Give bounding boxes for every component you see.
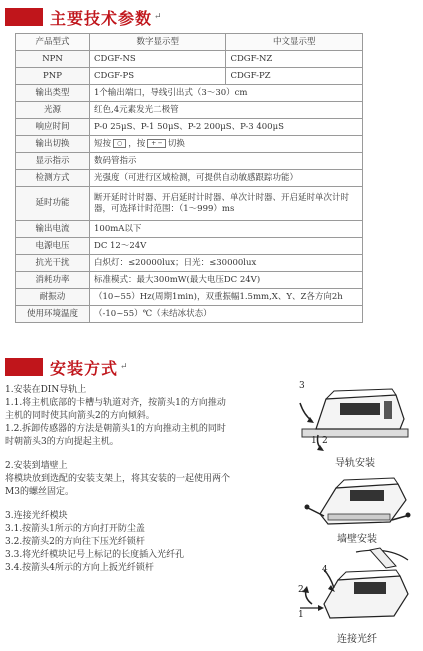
plus-minus-button-icon: + ─ — [147, 139, 166, 148]
row-label: 响应时间 — [16, 119, 90, 136]
section-header-install — [5, 356, 128, 378]
cell-value: （-10~55）℃（未结冰状态） — [90, 306, 363, 323]
row-label: 光源 — [16, 102, 90, 119]
arrow-label-2: 2 — [322, 436, 328, 446]
install-line: 1.2.拆卸传感器的方法是朝箭头1的方向推动主机的同时 — [5, 424, 226, 434]
table-row — [16, 289, 363, 306]
install-line: 2.安装到墙壁上 — [5, 461, 68, 471]
cell-value: P-0 25μS、P-1 50μS、P-2 200μS、P-3 400μS — [90, 119, 363, 136]
table-row — [16, 255, 363, 272]
switch-prefix: 短按 — [94, 138, 112, 149]
spec-table — [15, 33, 363, 323]
install-line: 主机的同时使其向箭头2的方向倾斜。 — [5, 411, 155, 421]
cell-value: DC 12～24V — [90, 238, 363, 255]
install-line: 3.3.将光纤模块记号上标记的长度插入光纤孔 — [5, 550, 185, 560]
table-row — [16, 306, 363, 323]
cell-value: 100mA以下 — [90, 221, 363, 238]
cell-value: 红色,4元素发光二极管 — [90, 102, 363, 119]
table-row — [16, 119, 363, 136]
install-line: 时朝箭头3的方向提起主机。 — [5, 437, 119, 447]
install-line: 将模块放到选配的安装支架上，将其安装的一起使用两个 — [5, 474, 231, 484]
section-title-install: 安装方式 — [50, 358, 119, 378]
row-label: 抗光干扰 — [16, 255, 90, 272]
row-label: 使用环境温度 — [16, 306, 90, 323]
fiber-connect-illustration — [296, 546, 416, 628]
table-row — [16, 153, 363, 170]
table-row — [16, 221, 363, 238]
wall-mount-illustration — [302, 470, 412, 528]
cell-value: CDGF-PS — [90, 68, 226, 85]
cell-value: CDGF-NZ — [226, 51, 363, 68]
install-line: 1.安装在DIN导轨上 — [5, 385, 87, 395]
install-instructions — [5, 384, 295, 575]
red-marker-bar — [5, 8, 43, 26]
cell-value: CDGF-NS — [90, 51, 226, 68]
install-line: 1.1.将主机底部的卡槽与轨道对齐，按箭头1的方向推动 — [5, 398, 226, 408]
cell-value: 数码管指示 — [90, 153, 363, 170]
table-row — [16, 238, 363, 255]
mode-button-icon: ○ — [113, 139, 126, 148]
row-label: 检测方式 — [16, 170, 90, 187]
install-line: 3.1.按箭头1所示的方向打开防尘盖 — [5, 524, 145, 534]
install-line: 3.4.按箭头4所示的方向上扳光纤锁杆 — [5, 563, 154, 573]
row-label: 输出类型 — [16, 85, 90, 102]
cell-value: （10~55）Hz(周期1min)，双重振幅1.5mm,X、Y、Z各方向2h — [90, 289, 363, 306]
table-row — [16, 136, 363, 153]
header-digital: 数字显示型 — [90, 34, 226, 51]
fiber-caption: 连接光纤 — [337, 634, 377, 645]
arrow-label-1: 1 — [298, 610, 304, 620]
section-title-specs: 主要技术参数 — [50, 8, 153, 28]
row-label: 电源电压 — [16, 238, 90, 255]
cell-value: CDGF-PZ — [226, 68, 363, 85]
install-line: 3.连接光纤模块 — [5, 511, 68, 521]
install-line: 3.2.按箭头2的方向往下压光纤锁杆 — [5, 537, 145, 547]
table-row — [16, 85, 363, 102]
arrow-label-1: 1 — [311, 436, 317, 446]
arrow-label-3: 3 — [299, 381, 305, 391]
switch-mid: ，按 — [128, 138, 146, 149]
table-row — [16, 272, 363, 289]
cell-value: 1个输出端口，导线引出式（3～30）cm — [90, 85, 363, 102]
row-label: 消耗功率 — [16, 272, 90, 289]
table-row — [16, 51, 363, 68]
row-label: 显示指示 — [16, 153, 90, 170]
cell-value: 光强度（可进行区域检测，可提供自动敏感跟踪功能） — [90, 170, 363, 187]
rail-caption: 导轨安装 — [335, 458, 375, 469]
install-line: M3的螺丝固定。 — [5, 487, 74, 497]
table-row — [16, 68, 363, 85]
table-row — [16, 102, 363, 119]
paragraph-mark: ↵ — [120, 362, 128, 372]
cell-value: 断开延时计时器、开启延时计时器、单次计时器、开启延时单次计时器，可选择计时范围：（1～999）ms — [90, 187, 363, 221]
row-label: NPN — [16, 51, 90, 68]
header-label: 产品型式 — [16, 34, 90, 51]
row-label: PNP — [16, 68, 90, 85]
cell-value: 标准模式：最大300mW(最大电压DC 24V) — [90, 272, 363, 289]
table-row — [16, 187, 363, 221]
table-row — [16, 34, 363, 51]
wall-caption: 墙壁安装 — [337, 534, 377, 545]
arrow-label-2: 2 — [298, 585, 304, 595]
red-marker-bar — [5, 358, 43, 376]
cell-value-switch — [90, 136, 363, 153]
row-label: 输出切换 — [16, 136, 90, 153]
section-header-specs — [5, 6, 162, 28]
switch-suffix: 切换 — [167, 138, 185, 149]
row-label: 输出电流 — [16, 221, 90, 238]
table-row — [16, 170, 363, 187]
header-chinese: 中文显示型 — [226, 34, 363, 51]
paragraph-mark: ↵ — [154, 12, 162, 22]
arrow-label-4: 4 — [322, 565, 328, 575]
cell-value: 白炽灯：≤20000lux；日光：≤30000lux — [90, 255, 363, 272]
row-label: 耐振动 — [16, 289, 90, 306]
row-label: 延时功能 — [16, 187, 90, 221]
